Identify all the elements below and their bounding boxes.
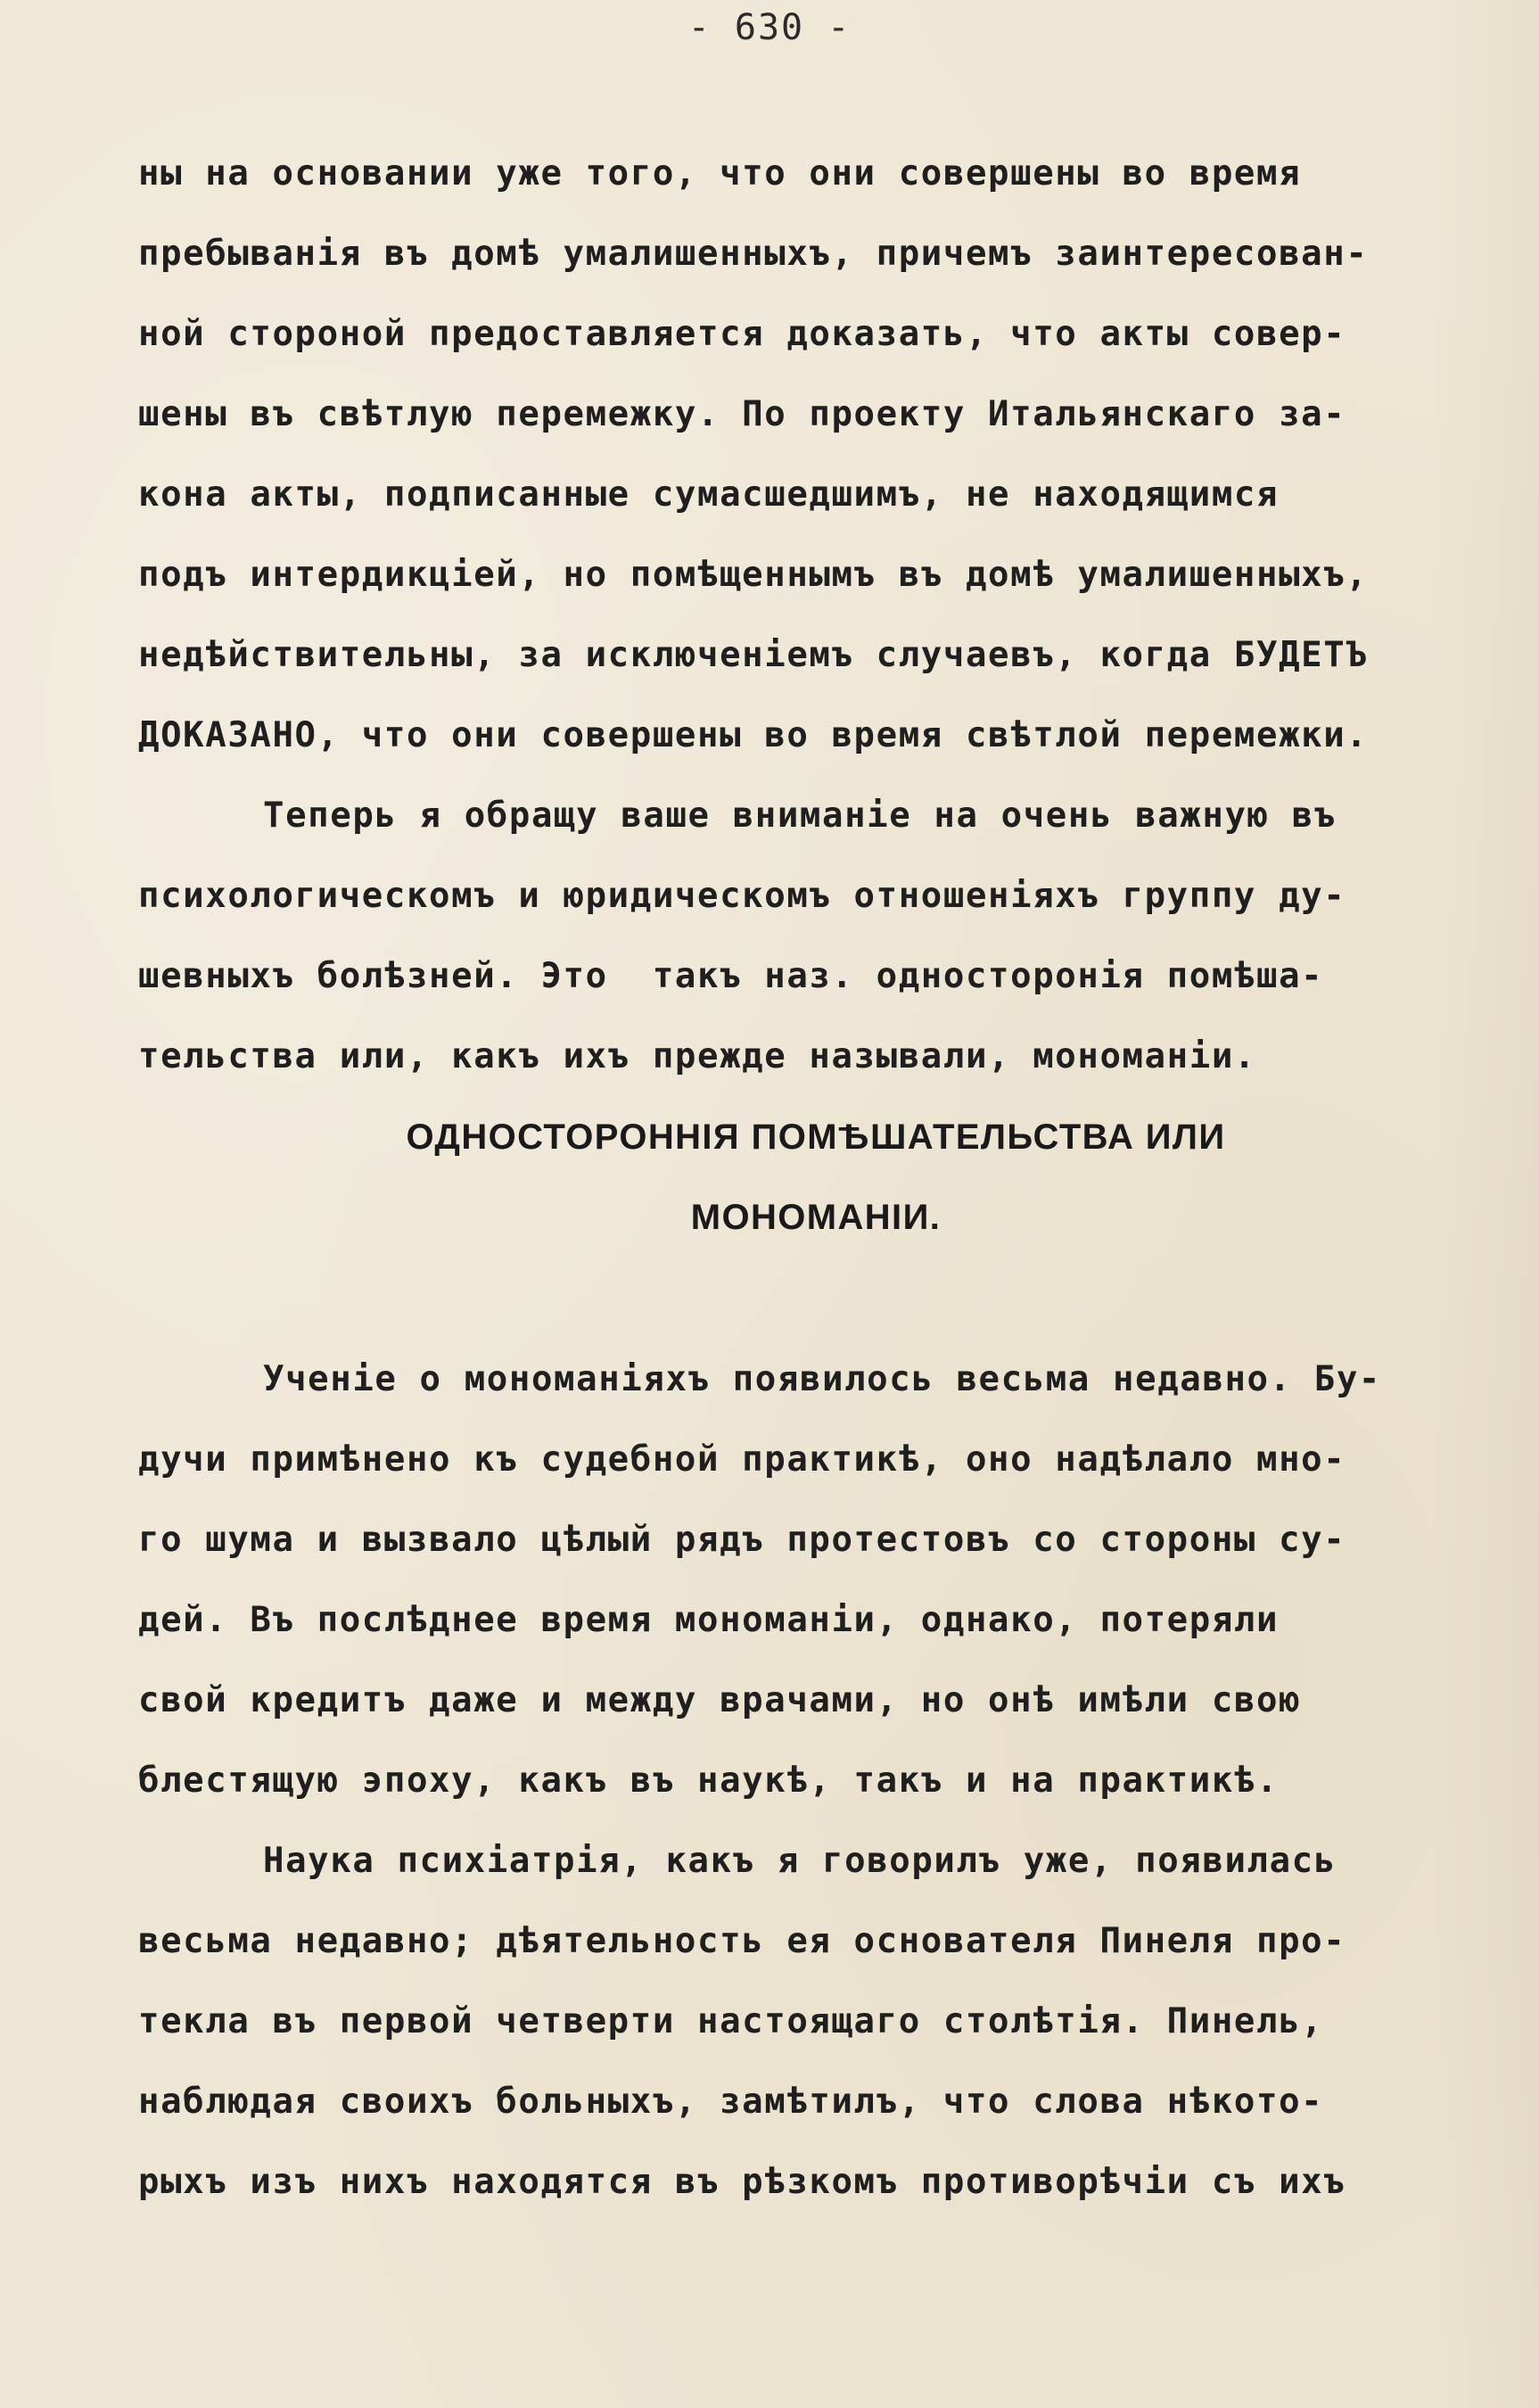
- text-line: весьма недавно; дѣятельность ея основателя Пинеля про-: [138, 1921, 1346, 1961]
- text-line: Наука психіатрія, какъ я говорилъ уже, появилась: [263, 1841, 1337, 1881]
- paragraph-2: [138, 776, 1494, 1097]
- paragraph-1: [138, 134, 1494, 776]
- text-line: пребыванія въ домѣ умалишенныхъ, причемъ заинтересован-: [138, 234, 1369, 274]
- text-body: [138, 134, 1494, 2222]
- text-line: дей. Въ послѣднее время мономаніи, однако, потеряли: [138, 1600, 1280, 1640]
- text-line: тельства или, какъ ихъ прежде называли, мономаніи.: [138, 1036, 1256, 1076]
- text-line: ной стороной предоставляется доказать, что акты совер-: [138, 314, 1346, 354]
- paragraph-4: [138, 1821, 1494, 2222]
- spacer: [138, 1258, 1494, 1340]
- text-line: подъ интердикціей, но помѣщеннымъ въ домѣ умалишенныхъ,: [138, 555, 1369, 595]
- text-line: ДОКАЗАНО, что они совершены во время свѣтлой перемежки.: [138, 715, 1369, 755]
- text-line: Теперь я обращу ваше вниманіе на очень важную въ: [263, 796, 1337, 836]
- text-line: ны на основании уже того, что они совершены во время: [138, 153, 1302, 194]
- text-line: го шума и вызвало цѣлый рядъ протестовъ со стороны су-: [138, 1520, 1346, 1560]
- text-line: шены въ свѣтлую перемежку. По проекту Итальянскаго за-: [138, 394, 1346, 434]
- heading-line: МОНОМАНІИ.: [690, 1198, 942, 1237]
- text-line: текла въ первой четверти настоящаго столѣтія. Пинель,: [138, 2001, 1324, 2041]
- section-heading: [138, 1097, 1494, 1258]
- text-line: Ученіе о мономаніяхъ появилось весьма недавно. Бу-: [263, 1359, 1381, 1399]
- paragraph-3: [138, 1340, 1494, 1821]
- text-line: шевныхъ болѣзней. Это такъ наз. односторонія помѣша-: [138, 956, 1324, 996]
- page-number: - 630 -: [687, 7, 852, 48]
- text-line: свой кредитъ даже и между врачами, но онѣ имѣли свою: [138, 1680, 1302, 1720]
- heading-line: ОДНОСТОРОННІЯ ПОМѢШАТЕЛЬСТВА ИЛИ: [406, 1117, 1226, 1157]
- text-line: блестящую эпоху, какъ въ наукѣ, такъ и на практикѣ.: [138, 1761, 1280, 1801]
- text-line: недѣйствительны, за исключеніемъ случаевъ, когда БУДЕТЪ: [138, 635, 1369, 675]
- text-line: рыхъ изъ нихъ находятся въ рѣзкомъ противорѣчіи съ ихъ: [138, 2162, 1346, 2202]
- text-line: кона акты, подписанные сумасшедшимъ, не находящимся: [138, 474, 1280, 515]
- text-line: наблюдая своихъ больныхъ, замѣтилъ, что слова нѣкото-: [138, 2082, 1324, 2122]
- text-line: психологическомъ и юридическомъ отношеніяхъ группу ду-: [138, 876, 1346, 916]
- text-line: дучи примѣнено къ судебной практикѣ, оно надѣлало мно-: [138, 1439, 1346, 1480]
